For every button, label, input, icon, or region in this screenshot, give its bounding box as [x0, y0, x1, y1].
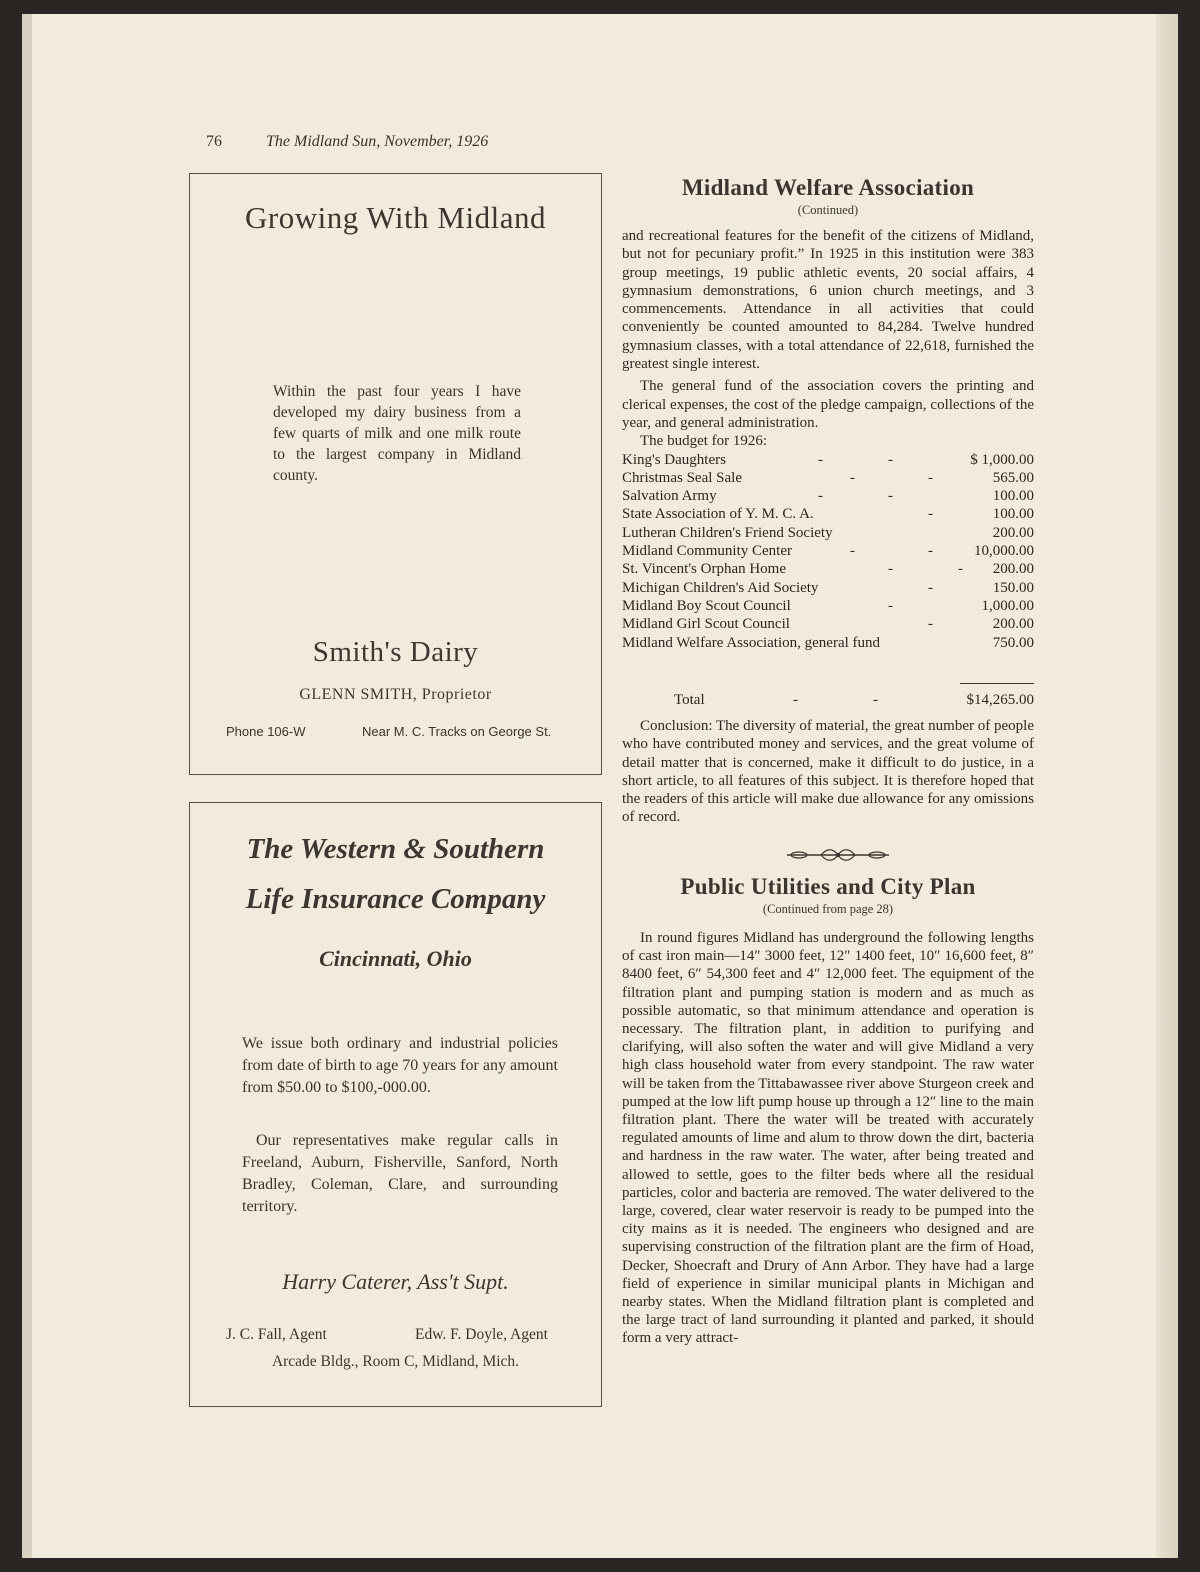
budget-row: Midland Community Center - - 10,000.00 — [622, 543, 1034, 560]
budget-table — [622, 451, 1034, 652]
welfare-subtitle: (Continued) — [797, 203, 859, 217]
budget-row: Salvation Army - - 100.00 — [622, 488, 1034, 505]
budget-row: Christmas Seal Sale - - 565.00 — [622, 469, 1034, 486]
budget-row: Midland Boy Scout Council - 1,000.00 — [622, 597, 1034, 614]
budget-row — [622, 634, 1034, 652]
publication-title: The Midland Sun, November, 1926 — [266, 133, 489, 150]
budget-item-amount: 200.00 — [992, 616, 1034, 633]
utilities-subtitle: (Continued from page 28) — [762, 902, 894, 916]
insurance-headline-line2: Life Insurance Company — [245, 883, 546, 915]
budget-row: King's Daughters - - $ 1,000.00 — [622, 451, 1034, 468]
conclusion-block — [622, 717, 1034, 827]
insurance-body-2: Our representatives make regular calls in Freeland, Auburn, Fisherville, Sanford, North Bradley, Coleman, Clare, and surrounding territory. — [242, 1132, 558, 1215]
total-rule — [960, 683, 1034, 684]
utilities-article — [622, 874, 1034, 917]
dairy-proprietor: GLENN SMITH, Proprietor — [299, 686, 492, 703]
total-amount: $14,265.00 — [966, 692, 1034, 708]
budget-item-amount: 1,000.00 — [981, 597, 1034, 614]
budget-item-amount: 10,000.00 — [974, 543, 1034, 560]
budget-row: Michigan Children's Aid Society - 150.00 — [622, 579, 1034, 596]
budget-item-amount: 150.00 — [992, 579, 1034, 596]
total-label: Total — [674, 692, 705, 708]
budget-item-amount: 200.00 — [992, 561, 1034, 578]
dairy-headline: Growing With Midland — [245, 200, 546, 235]
budget-item-name: King's Daughters — [622, 451, 726, 468]
budget-item-name: St. Vincent's Orphan Home — [622, 561, 787, 578]
welfare-paragraph-2: The general fund of the association covers the printing and clerical expenses, the cost of the pledge campaign, collections of the year, and general administration. — [622, 378, 1034, 431]
dairy-location: Near M. C. Tracks on George St. — [362, 724, 552, 739]
budget-item-name: Christmas Seal Sale — [622, 469, 742, 486]
insurance-agent-1: J. C. Fall, Agent — [226, 1326, 327, 1343]
budget-item-name: Midland Welfare Association, general fund — [622, 634, 881, 651]
welfare-paragraph-1: and recreational features for the benefit of the citizens of Midland, but not for pecuniary profit.” In 1925 in this institution were 383 group meetings, 19 public athletic events, 20 social affairs, 4 gymnasium demonstrations, 6 union church meetings, and 3 commencements. Attendance in all activities that could conveniently be counted amounted to 84,284. Twelve hundred gymnasium classes, with a total attendance of 22,618, furnished the greatest single interest. — [622, 228, 1034, 373]
utilities-body: In round figures Midland has underground the following lengths of cast iron main—14″ 3000 feet, 12″ 1400 feet, 10″ 16,600 feet, 8″ 8400 feet, 6″ 54,300 feet and 4″ 12,000 feet. The equipment of the filtration plant and pumping station is modern and as much as possible automatic, so that minimum attendance and operation is necessary. The filtration plant, in addition to purifying and clarifying, will also soften the water and will give Midland a very high class household water from every standpoint. The raw water will be taken from the Tittabawassee river above Sturgeon creek and pumped at the low lift pump house up through a 12″ line to the main filtration plant. There the water will be treated with accurately regulated amounts of lime and alum to throw down the dirt, bacteria and hardness in the raw water. The water, after being treated and allowed to settle, goes to the filter beds where all the residual particles, color and bacteria are removed. The water delivered to the large, covered, clear water reservoir is ready to be pumped into the city mains as it is needed. The engineers who designed and are supervising construction of the filtration plant are the firm of Hoad, Decker, Shoecraft and Drury of Ann Arbor. They have had a large field of experience in similar municipal plants in Michigan and nearby states. When the Midland filtration plant is completed and the large tract of land surrounding it planted and parked, it should form a very attract- — [622, 930, 1034, 1347]
budget-intro: The budget for 1926: — [640, 433, 768, 450]
ornament-divider-icon — [787, 848, 889, 862]
budget-total: Total - - $14,265.00 — [674, 692, 1034, 708]
budget-row — [622, 524, 1034, 542]
dairy-advertisement — [189, 173, 602, 775]
utilities-title: Public Utilities and City Plan — [680, 874, 976, 899]
budget-item-name: Midland Boy Scout Council — [622, 597, 791, 614]
budget-item-name: State Association of Y. M. C. A. — [622, 506, 814, 523]
page-number: 76 — [206, 133, 222, 150]
dairy-body: Within the past four years I have developed my dairy business from a few quarts of milk and one milk route to the largest company in Midland county. — [273, 383, 521, 484]
budget-item-name: Midland Community Center — [622, 543, 792, 560]
insurance-superintendent: Harry Caterer, Ass't Supt. — [282, 1269, 509, 1294]
budget-item-amount: 200.00 — [992, 524, 1034, 541]
budget-item-name: Midland Girl Scout Council — [622, 616, 790, 633]
budget-item-name: Lutheran Children's Friend Society — [622, 524, 833, 541]
welfare-conclusion: Conclusion: The diversity of material, the great number of people who have contributed money and services, and the great volume of detail matter that is concerned, make it difficult to do justice, in a short article, to all features of this subject. It is therefore hoped that the readers of this article will make due allowance for any omissions of record. — [622, 718, 1034, 826]
budget-item-amount: 565.00 — [992, 469, 1034, 486]
budget-row: Midland Girl Scout Council - 200.00 — [622, 616, 1034, 633]
budget-item-amount: 100.00 — [992, 488, 1034, 505]
budget-row: State Association of Y. M. C. A. - 100.00 — [622, 506, 1034, 523]
welfare-text — [622, 227, 1034, 652]
insurance-address: Arcade Bldg., Room C, Midland, Mich. — [271, 1353, 520, 1370]
insurance-agent-2: Edw. F. Doyle, Agent — [415, 1326, 548, 1343]
utilities-text — [622, 929, 1034, 1348]
budget-item-amount: 750.00 — [992, 634, 1034, 651]
insurance-advertisement — [189, 802, 602, 1407]
insurance-headline-line1: The Western & Southern — [246, 833, 545, 865]
page-edge — [1156, 14, 1178, 1558]
insurance-city: Cincinnati, Ohio — [319, 946, 472, 971]
budget-item-name: Salvation Army — [622, 488, 717, 505]
dairy-phone: Phone 106-W — [226, 724, 306, 739]
budget-item-amount: 100.00 — [992, 506, 1034, 523]
budget-item-amount: $ 1,000.00 — [970, 451, 1034, 468]
running-header — [206, 133, 488, 151]
budget-item-name: Michigan Children's Aid Society — [622, 579, 819, 596]
budget-row: St. Vincent's Orphan Home - - 200.00 — [622, 561, 1034, 578]
welfare-title: Midland Welfare Association — [681, 175, 975, 200]
dairy-company-name: Smith's Dairy — [312, 636, 479, 668]
insurance-body-1: We issue both ordinary and industrial policies from date of birth to age 70 years for any amount from $50.00 to $100,-000.00. — [242, 1035, 558, 1096]
welfare-article — [622, 175, 1034, 218]
